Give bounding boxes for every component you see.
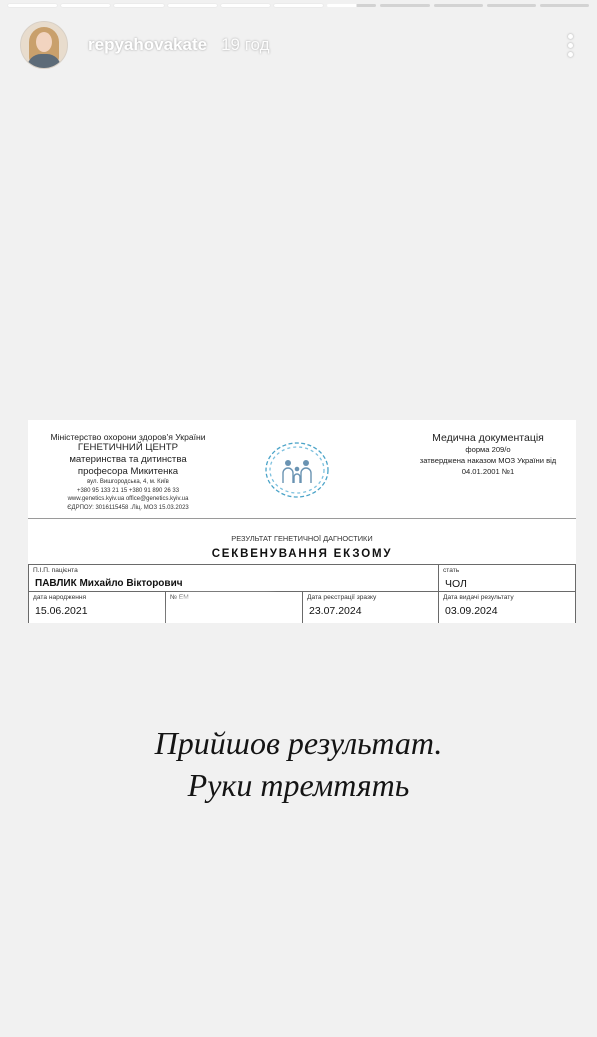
- username[interactable]: repyahovakate: [88, 35, 208, 54]
- meddoc-date: 04.01.2001 №1: [461, 467, 515, 476]
- birth-label: дата народження: [33, 594, 87, 601]
- document-image: [28, 420, 576, 623]
- ministry-header: [28, 432, 228, 512]
- avatar[interactable]: [20, 21, 68, 69]
- issue-label: Дата видачі результату: [443, 594, 514, 601]
- birth-value: 15.06.2021: [35, 605, 88, 617]
- center-professor: професора Микитенка: [77, 466, 179, 477]
- sex-label: стать: [443, 567, 460, 574]
- story-progress-bar: [8, 4, 589, 7]
- center-edrpou: ЄДРПОУ: 3016115458 .Ліц. МОЗ 15.03.2023: [67, 504, 189, 511]
- patient-name-cell: [28, 564, 439, 592]
- registration-label: Дата реєстрації зразку: [307, 594, 377, 601]
- post-time: 19 год: [221, 35, 270, 54]
- meddoc-approved: затверджена наказом МОЗ України від: [419, 456, 557, 465]
- issue-date-cell: [438, 591, 576, 623]
- patient-info-table: [28, 564, 576, 623]
- progress-segment: [61, 4, 110, 7]
- registration-value: 23.07.2024: [309, 605, 362, 617]
- patient-label: П.І.П. пацієнта: [33, 567, 78, 574]
- progress-segment: [434, 4, 483, 7]
- result-title: РЕЗУЛЬТАТ ГЕНЕТИЧНОЇ ДАГНОСТИКИ: [231, 534, 373, 543]
- progress-segment: [540, 4, 589, 7]
- sex-value: ЧОЛ: [445, 578, 467, 590]
- divider: [28, 518, 576, 519]
- registration-date-cell: [302, 591, 439, 623]
- meddoc-form: форма 209/о: [465, 445, 511, 454]
- em-number-label: № ЕМ: [170, 594, 189, 601]
- progress-segment: [274, 4, 323, 7]
- center-address: вул. Вишгородська, 4, м. Київ: [87, 479, 169, 485]
- progress-segment: [221, 4, 270, 7]
- center-phones: +380 95 133 21 15 +380 91 890 26 33: [76, 487, 180, 494]
- redaction-blur: [178, 604, 276, 623]
- progress-segment: [380, 4, 429, 7]
- caption-line-1: Прийшов результат.: [154, 725, 443, 761]
- progress-segment: [168, 4, 217, 7]
- story-header: [20, 22, 577, 68]
- progress-segment: [114, 4, 163, 7]
- progress-segment: [487, 4, 536, 7]
- patient-value: ПАВЛИК Михайло Вікторович: [35, 578, 183, 589]
- center-emails: www.genetics.kyiv.ua office@genetics.kyiv.ua: [67, 496, 189, 502]
- progress-segment: [8, 4, 57, 7]
- issue-value: 03.09.2024: [445, 605, 498, 617]
- story-caption: [0, 722, 597, 806]
- meddoc-title: Медична документація: [432, 432, 544, 444]
- sex-cell: [438, 564, 576, 592]
- more-vertical-icon[interactable]: [563, 30, 577, 60]
- ministry-name: Міністерство охорони здоров'я України: [50, 432, 206, 442]
- center-name: ГЕНЕТИЧНИЙ ЦЕНТР: [77, 442, 179, 453]
- birth-date-cell: [28, 591, 166, 623]
- center-subtitle: материнства та дитинства: [69, 454, 187, 465]
- progress-segment: [327, 4, 376, 7]
- sequencing-title: СЕКВЕНУВАННЯ ЕКЗОМУ: [211, 548, 393, 560]
- caption-line-2: Руки тремтять: [187, 767, 410, 803]
- medical-doc-header: [403, 432, 573, 477]
- dna-family-logo-icon: [258, 436, 336, 504]
